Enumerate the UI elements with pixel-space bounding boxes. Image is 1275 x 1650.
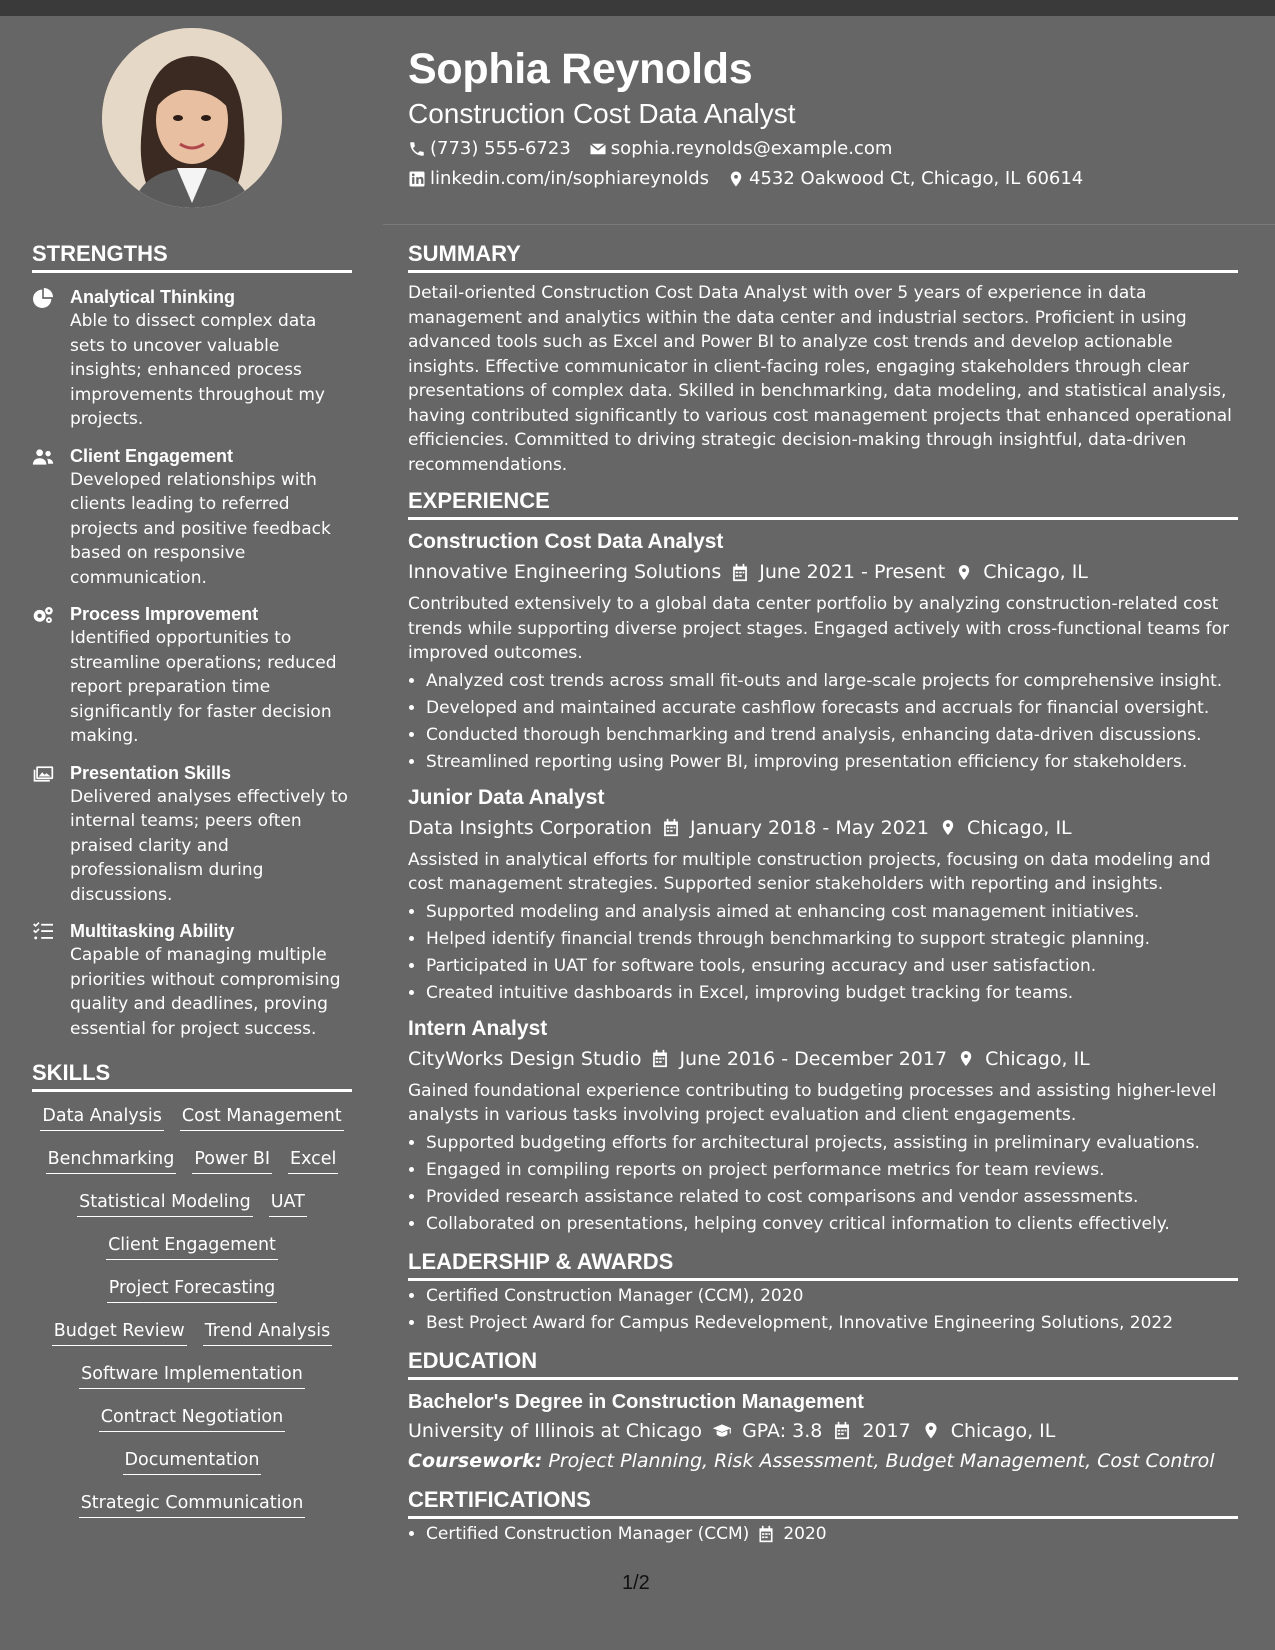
- gears-icon: [32, 605, 54, 625]
- skills-list: [32, 1104, 352, 1518]
- phone-icon: [408, 140, 426, 158]
- resume-header: [408, 40, 1238, 190]
- job-company: Data Insights Corporation: [408, 816, 652, 839]
- job-bullet: • Participated in UAT for software tools, ensuring accuracy and user satisfaction.: [426, 953, 1238, 980]
- school-name: University of Illinois at Chicago: [408, 1419, 703, 1442]
- job-title: Intern Analyst: [408, 1016, 548, 1040]
- calendar-icon: [757, 1525, 775, 1543]
- job-bullet: • Created intuitive dashboards in Excel, improving budget tracking for teams.: [426, 980, 1238, 1007]
- images-icon: [32, 764, 54, 784]
- contact-row-1: [408, 138, 1238, 160]
- pie-chart-icon: [32, 288, 54, 308]
- job-title: Junior Data Analyst: [408, 785, 605, 809]
- email-contact[interactable]: [589, 138, 893, 160]
- job-description: Gained foundational experience contributing to budgeting processes and assisting higher-level analysts in various tasks involving project evaluation and client engagements.: [408, 1080, 1217, 1125]
- linkedin-icon: [408, 170, 426, 188]
- coursework-text: Project Planning, Risk Assessment, Budget Management, Cost Control: [548, 1449, 1215, 1472]
- profile-photo: [102, 28, 282, 208]
- candidate-title: Construction Cost Data Analyst: [408, 98, 796, 129]
- strength-item: [32, 285, 352, 432]
- job-dates: June 2021 - Present: [759, 561, 946, 583]
- summary-title: SUMMARY: [408, 240, 1238, 273]
- certification-name: • Certified Construction Manager (CCM): [426, 1523, 750, 1544]
- map-pin-icon: [955, 563, 973, 582]
- skill-tag: UAT: [269, 1190, 307, 1217]
- strength-title: Presentation Skills: [70, 762, 232, 783]
- address-text: 4532 Oakwood Ct, Chicago, IL 60614: [749, 168, 1084, 189]
- strengths-title: STRENGTHS: [32, 240, 352, 273]
- education-location: Chicago, IL: [950, 1419, 1056, 1442]
- strength-item: [32, 444, 352, 591]
- degree-name: Bachelor's Degree in Construction Management: [408, 1390, 864, 1413]
- strength-desc: Delivered analyses effectively to internal teams; peers often praised clarity and professionalism during discussions.: [70, 786, 348, 905]
- job-location: Chicago, IL: [985, 1047, 1090, 1070]
- strength-item: [32, 761, 352, 908]
- skill-tag: Strategic Communication: [79, 1491, 306, 1518]
- job-description: Contributed extensively to a global data center portfolio by analyzing construction-related cost trends while supporting diverse project stages. Engaged actively with cross-functional teams for improved outcomes.: [408, 594, 1229, 663]
- strength-title: Process Improvement: [70, 604, 259, 624]
- linkedin-contact[interactable]: [408, 168, 709, 190]
- phone-contact[interactable]: [408, 138, 571, 160]
- calendar-icon: [731, 563, 749, 582]
- strength-title: Client Engagement: [70, 445, 234, 466]
- job-bullet: • Helped identify financial trends through benchmarking to support strategic planning.: [426, 926, 1238, 953]
- envelope-icon: [589, 140, 607, 158]
- strength-title: Analytical Thinking: [70, 287, 236, 307]
- strength-desc: Able to dissect complex data sets to uncover valuable insights; enhanced process improvements throughout my projects.: [70, 311, 325, 429]
- job-bullets: [408, 899, 1238, 1007]
- strength-desc: Developed relationships with clients leading to referred projects and positive feedback based on responsive communication.: [70, 469, 331, 588]
- job-bullet: • Supported modeling and analysis aimed at enhancing cost management initiatives.: [426, 899, 1238, 926]
- job-title: Construction Cost Data Analyst: [408, 530, 724, 553]
- education-meta: [408, 1416, 1238, 1446]
- certification-item: [426, 1521, 1238, 1548]
- strength-desc: Capable of managing multiple priorities without compromising quality and deadlines, proving essential for project success.: [70, 945, 341, 1039]
- job-meta: [408, 558, 1238, 586]
- gpa: GPA: 3.8: [742, 1419, 823, 1442]
- certification-year: 2020: [783, 1523, 827, 1544]
- skill-tag: Client Engagement: [106, 1233, 278, 1260]
- skill-tag: Budget Review: [52, 1319, 187, 1346]
- certifications-section: [408, 1486, 1238, 1548]
- job-bullet: • Engaged in compiling reports on project performance metrics for team reviews.: [426, 1157, 1238, 1184]
- skill-tag: Excel: [288, 1147, 338, 1174]
- leadership-section: [408, 1248, 1238, 1337]
- education-title: EDUCATION: [408, 1347, 1238, 1380]
- page-number: 1/2: [622, 1572, 650, 1594]
- job-dates: June 2016 - December 2017: [679, 1047, 948, 1070]
- right-column: [408, 240, 1238, 1558]
- contact-row-2: [408, 168, 1238, 190]
- awards-list: [408, 1283, 1238, 1337]
- graduation-year: 2017: [862, 1419, 911, 1442]
- skill-tag: Documentation: [123, 1448, 262, 1475]
- map-pin-icon: [921, 1421, 941, 1440]
- summary-section: [408, 240, 1238, 477]
- job-meta: [408, 814, 1238, 842]
- job-bullet: • Supported budgeting efforts for architectural projects, assisting in preliminary evaluations.: [426, 1130, 1238, 1157]
- job-dates: January 2018 - May 2021: [689, 816, 929, 839]
- job-bullet: • Analyzed cost trends across small fit-outs and large-scale projects for comprehensive insight.: [426, 668, 1238, 695]
- certifications-title: CERTIFICATIONS: [408, 1486, 1238, 1519]
- map-pin-icon: [727, 170, 745, 188]
- calendar-icon: [651, 1049, 669, 1068]
- job-company: Innovative Engineering Solutions: [408, 561, 722, 583]
- job-location: Chicago, IL: [967, 816, 1072, 839]
- job-company: CityWorks Design Studio: [408, 1047, 642, 1070]
- email-text: sophia.reynolds@example.com: [610, 138, 893, 159]
- job-bullets: [408, 668, 1238, 776]
- job-bullets: [408, 1130, 1238, 1238]
- job-entry: [408, 528, 1238, 776]
- skill-tag: Cost Management: [180, 1104, 344, 1131]
- job-bullet: • Provided research assistance related to cost comparisons and vendor assessments.: [426, 1184, 1238, 1211]
- top-bar: [0, 0, 1275, 16]
- skill-tag: Data Analysis: [40, 1104, 163, 1131]
- skills-title: SKILLS: [32, 1059, 352, 1092]
- experience-title: EXPERIENCE: [408, 487, 1238, 520]
- calendar-icon: [832, 1421, 852, 1440]
- strength-title: Multitasking Ability: [70, 921, 235, 941]
- list-check-icon: [32, 922, 54, 942]
- linkedin-text: linkedin.com/in/sophiareynolds: [430, 168, 710, 189]
- map-pin-icon: [939, 818, 957, 837]
- coursework-label: Coursework:: [408, 1449, 543, 1472]
- calendar-icon: [662, 818, 680, 837]
- job-description: Assisted in analytical efforts for multiple construction projects, focusing on data modeling and cost management strategies. Supported senior stakeholders with reporting and insights.: [408, 849, 1211, 894]
- certifications-list: [408, 1521, 1238, 1548]
- header-divider: [383, 224, 1275, 225]
- leadership-title: LEADERSHIP & AWARDS: [408, 1248, 1238, 1281]
- job-entry: [408, 784, 1238, 1007]
- summary-text: Detail-oriented Construction Cost Data Analyst with over 5 years of experience in data management and analytics within the data center and industrial sectors. Proficient in using advanced tools such as Excel and Power BI to analyze cost trends and develop actionable insights. Effective communicator in client-facing roles, engaging stakeholders through clear presentations of complex data. Skilled in benchmarking, data modeling, and statistical analysis, having contributed significantly to various cost management projects that enhanced operational efficiencies. Committed to driving strategic decision-making through insightful, data-driven recommendations.: [408, 283, 1232, 475]
- skill-tag: Trend Analysis: [203, 1319, 333, 1346]
- coursework: [408, 1446, 1238, 1476]
- candidate-name: Sophia Reynolds: [408, 45, 753, 93]
- award-item: • Best Project Award for Campus Redevelopment, Innovative Engineering Solutions, 2022: [426, 1310, 1238, 1337]
- job-location: Chicago, IL: [983, 561, 1088, 583]
- strengths-list: [32, 285, 352, 1041]
- skill-tag: Power BI: [192, 1147, 272, 1174]
- users-icon: [32, 447, 54, 467]
- skill-tag: Software Implementation: [79, 1362, 305, 1389]
- experience-section: [408, 487, 1238, 1238]
- job-entry: [408, 1015, 1238, 1238]
- phone-text: (773) 555-6723: [430, 138, 571, 159]
- strength-desc: Identified opportunities to streamline operations; reduced report preparation time significantly for faster decision making.: [70, 628, 337, 746]
- graduation-cap-icon: [712, 1421, 732, 1440]
- job-meta: [408, 1045, 1238, 1073]
- strength-item: [32, 919, 352, 1041]
- left-column: [32, 240, 352, 1518]
- skill-tag: Project Forecasting: [107, 1276, 278, 1303]
- map-pin-icon: [957, 1049, 975, 1068]
- job-bullet: • Developed and maintained accurate cashflow forecasts and accruals for financial oversight.: [426, 695, 1238, 722]
- job-bullet: • Conducted thorough benchmarking and trend analysis, enhancing data-driven discussions.: [426, 722, 1238, 749]
- education-section: [408, 1347, 1238, 1476]
- job-bullet: • Collaborated on presentations, helping convey critical information to clients effectively.: [426, 1211, 1238, 1238]
- strength-item: [32, 602, 352, 749]
- skill-tag: Statistical Modeling: [77, 1190, 253, 1217]
- address-contact: [727, 168, 1083, 190]
- skill-tag: Contract Negotiation: [99, 1405, 286, 1432]
- job-bullet: • Streamlined reporting using Power BI, improving presentation efficiency for stakeholders.: [426, 749, 1238, 776]
- award-item: • Certified Construction Manager (CCM), 2020: [426, 1283, 1238, 1310]
- skill-tag: Benchmarking: [46, 1147, 177, 1174]
